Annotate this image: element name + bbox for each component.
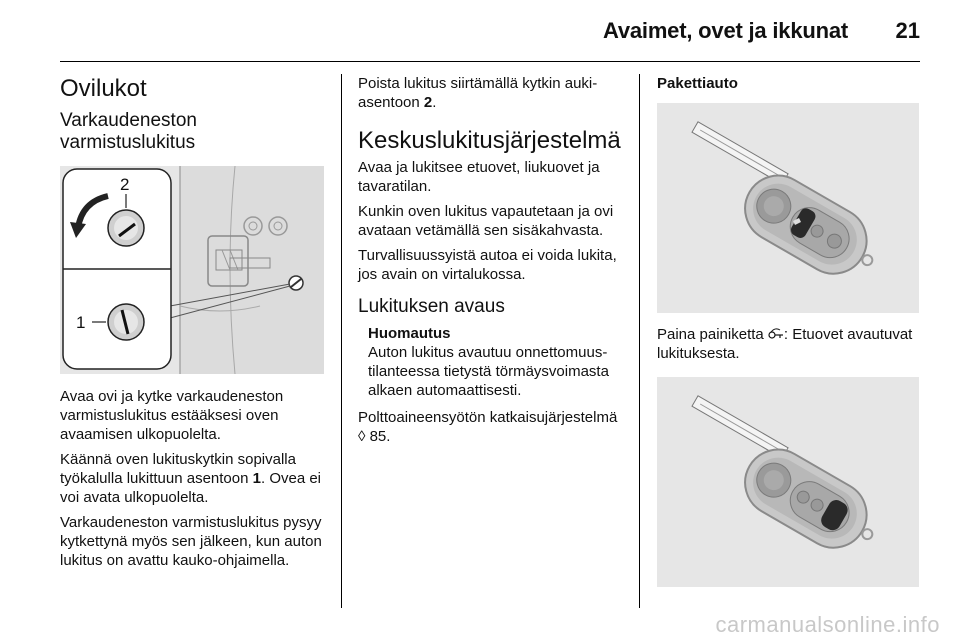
paragraph-text: . Ovea ei voi avata ulkopuolelta.: [60, 470, 322, 506]
column-1: [60, 74, 325, 576]
column-divider-1: [341, 74, 342, 608]
section-title: Ovilukot: [60, 75, 147, 102]
page-reference: 85.: [365, 428, 391, 445]
note-text: Auton lukitus avautuu onnettomuustilanteessa tietystä törmäysvoimasta alkaen automaattisesti.: [368, 344, 609, 399]
paragraph: [657, 325, 921, 363]
header-title: Avaimet, ovet ja ikkunat: [602, 18, 848, 43]
position-number: 1: [252, 470, 261, 487]
paragraph: [60, 450, 325, 507]
figure-label-2: 2: [120, 175, 130, 194]
watermark: carmanualsonline.info: [715, 612, 940, 637]
paragraph: Varkaudeneston varmistuslukitus pysyy kytkettynä myös sen jälkeen, kun auton lukitus on avattu kauko-ohjaimella.: [60, 514, 322, 569]
figure-label-1: 1: [76, 313, 86, 332]
paragraph: Avaa ja lukitsee etuovet, liukuovet ja tavaratilan.: [358, 159, 600, 195]
key-fob-figure-1: [657, 103, 919, 313]
note-box: [358, 324, 624, 400]
subsection-title: Lukituksen avaus: [358, 296, 505, 317]
paragraph: [358, 408, 624, 446]
position-number: 2: [423, 94, 433, 111]
section-title: Pakettiauto: [657, 75, 738, 92]
paragraph: [358, 74, 624, 112]
column-divider-2: [639, 74, 640, 608]
column-2: [358, 74, 624, 452]
page-number: 21: [895, 18, 920, 43]
caption-text: : Etuovet avautuvat lukituksesta.: [657, 326, 913, 362]
paragraph: Kunkin oven lukitus vapautetaan ja ovi avataan vetämällä sen sisäkahvasta.: [358, 203, 614, 239]
subsection-title-line-2: varmistuslukitus: [60, 132, 196, 153]
paragraph: Avaa ovi ja kytke varkaudeneston varmistuslukitus estääksesi oven avaamisen ulkopuolelta.: [60, 388, 284, 443]
column-3: [657, 74, 921, 587]
note-title: Huomautus: [368, 325, 451, 342]
door-lock-illustration: [60, 166, 324, 374]
key-fob-lock-illustration: [657, 103, 919, 313]
page-reference-icon: ◊: [358, 428, 366, 445]
paragraph-text: Käännä oven lukituskytkin sopivalla työkalulla lukittuun asentoon: [60, 451, 296, 487]
paragraph-text: Polttoaineensyötön katkaisujärjestelmä: [358, 409, 618, 426]
subsection-title-line-1: Varkaudeneston: [60, 110, 197, 131]
section-title: Keskuslukitusjärjestelmä: [358, 127, 621, 154]
unlock-key-icon: [768, 327, 784, 341]
caption-text: Paina painiketta: [657, 326, 768, 343]
paragraph-text: Poista lukitus siirtämällä kytkin aukiasentoon: [358, 75, 598, 111]
door-lock-figure: [60, 166, 324, 374]
key-fob-unlock-illustration: [657, 377, 919, 587]
paragraph: Turvallisuussyistä autoa ei voida lukita, jos avain on virtalukossa.: [358, 247, 617, 283]
key-fob-figure-2: [657, 377, 919, 587]
paragraph-text: .: [432, 94, 437, 111]
header-rule: [60, 61, 920, 62]
